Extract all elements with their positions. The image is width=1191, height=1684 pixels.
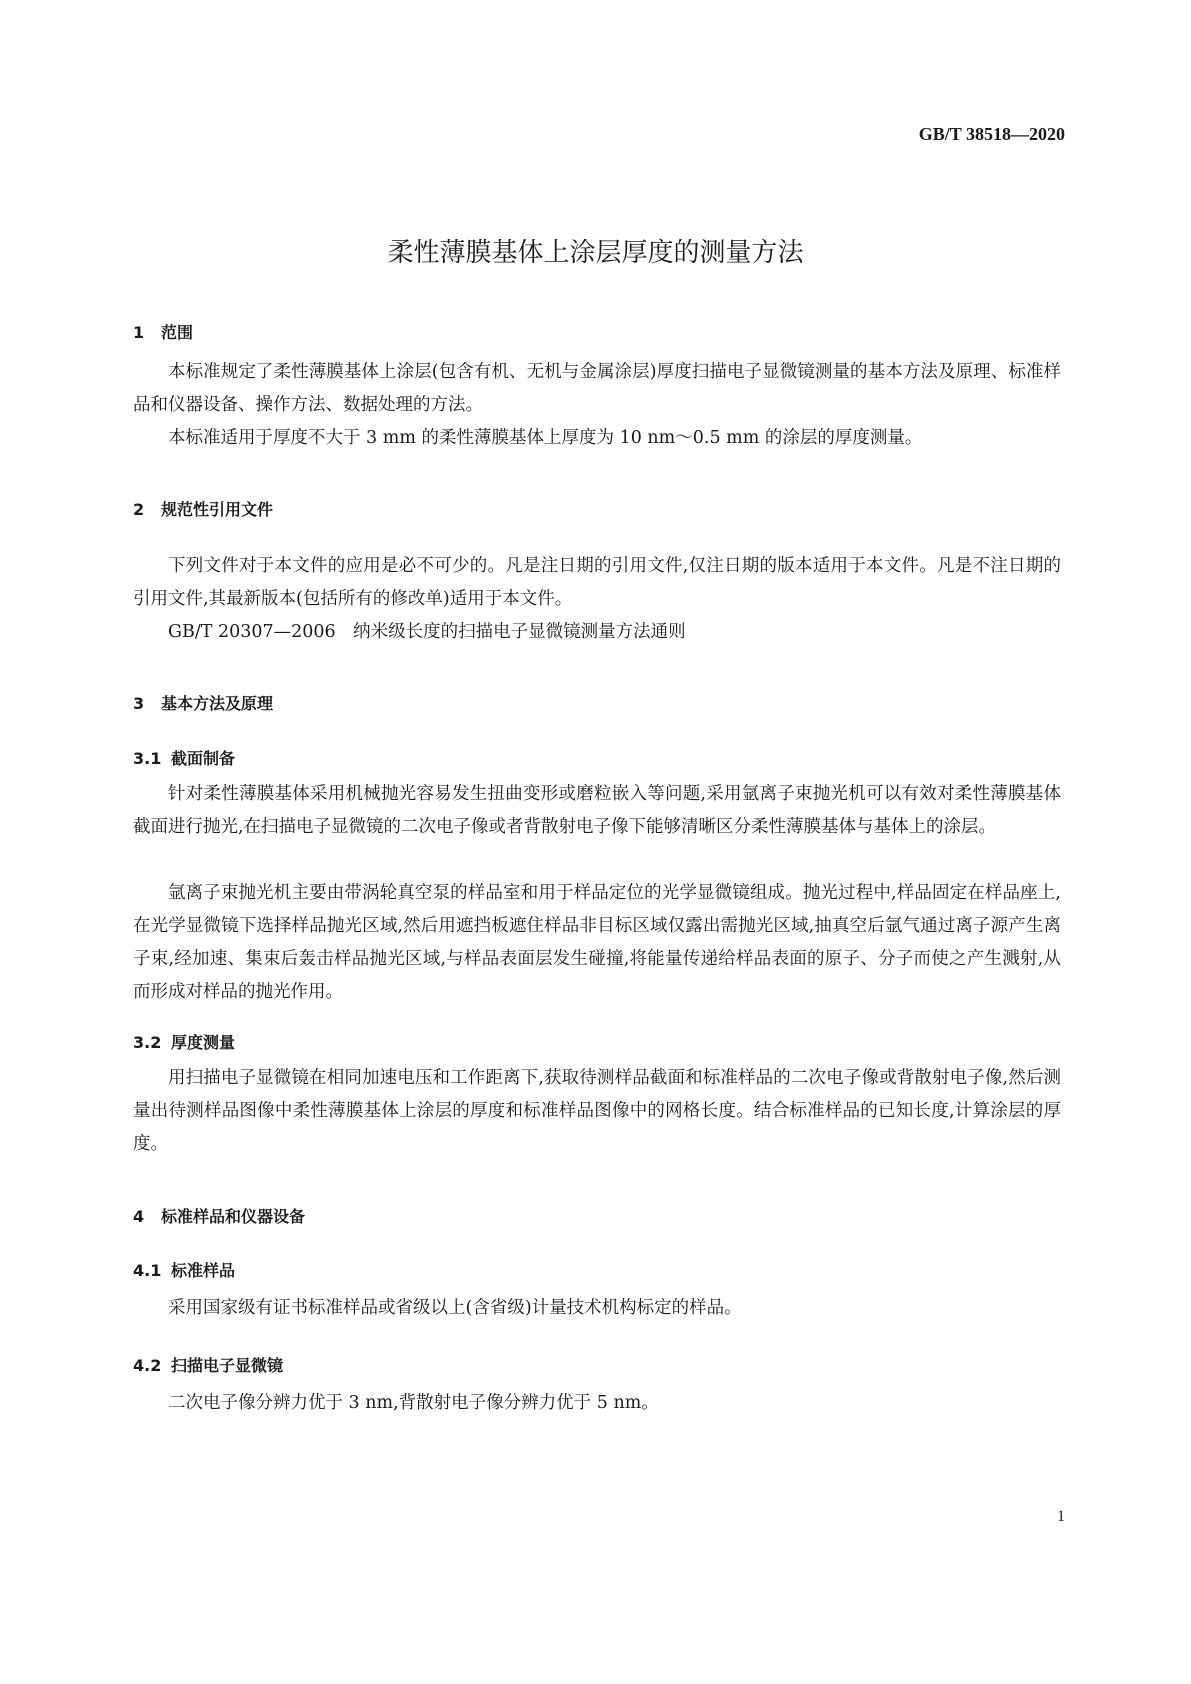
- section-number: 3: [133, 694, 145, 713]
- section-3-1-heading: [133, 746, 235, 769]
- section-2-heading: [133, 497, 273, 520]
- paragraph: 二次电子像分辨力优于 3 nm,背散射电子像分辨力优于 5 nm。: [168, 1393, 659, 1413]
- paragraph: 针对柔性薄膜基体采用机械抛光容易发生扭曲变形或磨粒嵌入等问题,采用氩离子束抛光机可以有效对柔性薄膜基体截面进行抛光,在扫描电子显微镜的二次电子像或者背散射电子像下能够清晰区分柔性薄膜基体与基体上的涂层。: [133, 784, 1061, 837]
- section-title: 厚度测量: [171, 1033, 236, 1052]
- section-number: 4.1: [133, 1261, 162, 1280]
- section-4-heading: [133, 1204, 305, 1227]
- paragraph: 氩离子束抛光机主要由带涡轮真空泵的样品室和用于样品定位的光学显微镜组成。抛光过程中,样品固定在样品座上,在光学显微镜下选择样品抛光区域,然后用遮挡板遮住样品非目标区域仅露出需抛光区域,抽真空后氩气通过离子源产生离子束,经加速、集束后轰击样品抛光区域,与样品表面层发生碰撞,将能量传递给样品表面的原子、分子而使之产生溅射,从而形成对样品的抛光作用。: [133, 883, 1061, 1002]
- document-title: 柔性薄膜基体上涂层厚度的测量方法: [387, 238, 804, 268]
- page-number: 1: [1057, 1508, 1065, 1525]
- section-title: 扫描电子显微镜: [171, 1356, 284, 1375]
- paragraph: 本标准适用于厚度不大于 3 mm 的柔性薄膜基体上厚度为 10 nm～0.5 mm 的涂层的厚度测量。: [168, 428, 923, 448]
- section-title: 标准样品: [171, 1261, 236, 1280]
- section-number: 4: [133, 1207, 145, 1226]
- section-title: 范围: [161, 323, 194, 342]
- section-number: 3.2: [133, 1033, 162, 1052]
- section-3-heading: [133, 691, 273, 714]
- section-number: 3.1: [133, 749, 162, 768]
- section-title: 基本方法及原理: [161, 694, 274, 713]
- section-1-heading: [133, 320, 193, 343]
- section-4-1-heading: [133, 1258, 235, 1281]
- section-title: 截面制备: [171, 749, 236, 768]
- paragraph: 本标准规定了柔性薄膜基体上涂层(包含有机、无机与金属涂层)厚度扫描电子显微镜测量的基本方法及原理、标准样品和仪器设备、操作方法、数据处理的方法。: [133, 362, 1061, 415]
- section-4-2-heading: [133, 1353, 283, 1376]
- section-number: 2: [133, 500, 145, 519]
- section-title: 标准样品和仪器设备: [161, 1207, 306, 1226]
- reference-document: GB/T 20307—2006 纳米级长度的扫描电子显微镜测量方法通则: [168, 622, 686, 642]
- standard-code: GB/T 38518—2020: [918, 124, 1065, 144]
- paragraph: 下列文件对于本文件的应用是必不可少的。凡是注日期的引用文件,仅注日期的版本适用于本文件。凡是不注日期的引用文件,其最新版本(包括所有的修改单)适用于本文件。: [133, 556, 1061, 609]
- section-number: 1: [133, 323, 145, 342]
- paragraph: 采用国家级有证书标准样品或省级以上(含省级)计量技术机构标定的样品。: [168, 1298, 742, 1318]
- section-3-2-heading: [133, 1030, 235, 1053]
- section-title: 规范性引用文件: [161, 500, 274, 519]
- section-number: 4.2: [133, 1356, 162, 1375]
- paragraph: 用扫描电子显微镜在相同加速电压和工作距离下,获取待测样品截面和标准样品的二次电子像或背散射电子像,然后测量出待测样品图像中柔性薄膜基体上涂层的厚度和标准样品图像中的网格长度。结合标准样品的已知长度,计算涂层的厚度。: [133, 1068, 1061, 1154]
